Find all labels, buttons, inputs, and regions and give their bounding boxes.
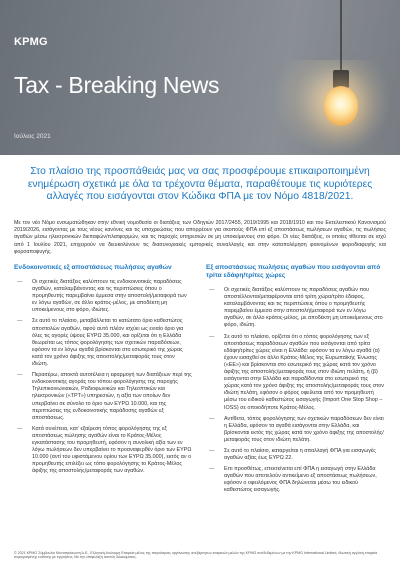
intro-paragraph: Με τον νέο Νόμο ενσωματώθηκαν στην εθνική νομοθεσία οι διατάξεις των Οδηγιών 2017/2455, 2019/1995 και 2018/1910 και του Εκτελεστικού Κανονισμού 2019/2026, εισάγοντας με τους νέους κανόνες και τις υποχρεώσεις που απορρέουν για σκοπούς ΦΠΑ επί εξ αποστάσεως πωλήσεων αγαθών, τις πωλήσεις αγαθών μέσω ηλεκτρονικών διεπαφών/πλατφορμών, και τις παροχές υπηρεσιών σε μη υποκείμενους στο φόρο. Οι νέες διατάξεις, οι οποίες τίθενται σε ισχύ από 1 Ιουλίου 2021, επιχειρούν να διευκολύνουν τις διασυνοριακές εμπορικές συναλλαγές και στην καταπολέμηση φαινομένων φοροδιαφυγής και φοροαποφυγής. (14, 220, 386, 255)
copyright-footer: © 2021 KPMG Σύμβουλοι Μονοπρόσωπη Α.Ε., Ελληνική Ανώνυμη Εταιρεία μέλος της παγκόσμιας οργάνωσης ανεξάρτητων εταιρειών μελών της KPMG συνδεδεμένων με την KPMG International Limited, ιδιωτική αγγλική εταιρεία περιορισμένης ευθύνης με εγγυήσεις. Με την επιφύλαξη παντός δικαιώματος. (14, 551, 378, 560)
right-column (206, 264, 384, 499)
page-title: Tax - Breaking News (14, 72, 220, 98)
list-item: — Επι προσθέτως, επεκτείνεται επί ΦΠΑ η εισαγωγή στην Ελλάδα αγαθών που αποτελούν αντικείμενο εξ αποστάσεως πωλήσεων, εφόσον ο οφειλόμενος ΦΠΑ δηλώνεται μέσω του ειδικού καθεστώτος εισαγωγής. (209, 466, 377, 494)
list-item: — Περαιτέρω, αποκτά αυτοτέλεια η εφαρμογή των διατάξεων περί της ενδοκοινοτικής αγοράς του τόπου φορολόγησης της παροχής Τηλεπικοινωνιακών, Ραδιοφωνικών και Τηλεοπτικών και ηλεκτρονικών («ΤΡΤ») υπηρεσιών, η αξία των οποίων δεν υπερβαίνει σε σύνολο το όριο των ΕΥΡΩ 10.000, και της περιπτώσεις της ενδοκοινοτικής παράδοσης αγαθών εξ αποστάσεως. (17, 372, 192, 421)
list-item: — Οι σχετικές διατάξεις καλύπτουν τις παραδόσεις αγαθών που αποστέλλονται/μεταφέρονται από τρίτη χώρα/τρίτο έδαφος, καταλαμβάνοντας και τις περιπτώσεις όπου ο προμηθευτής παρεμβαίνει έμμεσα στην αποστολή/μεταφορά των εν λόγω αγαθών, σε άλλο κράτος-μέλος, με αποδέκτη μη υποκείμενους στο φόρο, ιδιώτη. (209, 287, 383, 329)
list-item: — Οι σχετικές διατάξεις καλύπτουν τις ενδοκοινοτικές παραδόσεις αγαθών, καταλαμβάνοντας και τις περιπτώσεις όπου ο προμηθευτής παρεμβαίνει έμμεσα στην αποστολή/μεταφορά των εν λόγω αγαθών, σε άλλο κράτος-μέλος, με αποδέκτη μη υποκείμενους στο φόρο, ιδιώτες. (17, 279, 187, 314)
headline: Στο πλαίσιο της προσπάθειάς μας να σας προσφέρουμε επικαιροποιημένη ενημέρωση σχετικά με όλα τα τρέχοντα θέματα, παραθέτουμε τις κυριότερες αλλαγές που εισάγονται στον Κώδικα ΦΠΑ με τον Νόμο 4818/2021. (27, 166, 373, 203)
right-column-heading: Εξ αποστάσεως πωλήσεις αγαθών που εισάγονται από τρίτα εδάφη/τρίτες χώρες (206, 264, 381, 279)
list-item: — Σε αυτό το πλαίσιο, καταργείται η απαλλαγή ΦΠΑ για εισαγωγές αγαθών αξίας έως ΕΥΡΩ 22. (209, 447, 376, 462)
publication-date: Ιούλιος 2021 (14, 133, 51, 140)
lightbulb-icon (324, 86, 358, 126)
kpmg-logo: KPMG (14, 36, 48, 48)
list-item: — Κατά συνέπεια, κατ’ εξαίρεση τόπος φορολόγησης της εξ αποστάσεως πώλησης αγαθών είναι το Κράτος-Μέλος εγκατάστασης του προμηθευτή, εφόσον η συνολική αξία των εν λόγω πωλήσεων δεν υπερβαίνει το προαναφερθέν όριο των ΕΥΡΩ 10.000 (αντί του υφιστάμενου ορίου των ΕΥΡΩ 35.000), εκτός αν ο προμηθευτής επιλέξει ως τόπο φορολόγησης το Κράτος-Μέλος άφιξης της αποστολής/μεταφοράς των αγαθών. (17, 425, 192, 475)
list-item: — Σε αυτό το πλαίσιο, μεταβάλλεται το κατώτατο όριο καθεστώτος αποστολών αγαθών, αφού αυτό πλέον ισχύει ως ενιαίο όριο για όλες τις αγορές ύψους ΕΥΡΩ 35.000, και ορίζεται ότι η Ελλάδα θεωρείται ως τόπος φορολόγησης των σχετικών παραδόσεων, εφόσον τα εν λόγω αγαθά βρίσκονται στο εσωτερικό της χώρας κατά τον χρόνο άφιξης της αποστολής/μεταφοράς τους στον ιδιώτη. (17, 318, 184, 368)
left-column-heading: Ενδοκοινοτικές εξ αποστάσεως πωλήσεις αγαθών (14, 264, 172, 271)
left-column (14, 264, 192, 479)
list-item: — Αντίθετα, τόπος φορολόγησης των σχετικών παραδόσεων δεν είναι η Ελλάδα, εφόσον τα αγαθά εισάγονται στην Ελλάδα, και βρίσκονται εκτός της χώρας κατά τον χρόνο άφιξης της αποστολής/μεταφοράς τους στον ιδιώτη πελάτη. (209, 415, 384, 443)
list-item: — Σε αυτό το πλαίσιο, ορίζεται ότι ο τόπος φορολόγησης των εξ αποστάσεως παραδόσεων αγαθών που εισάγονται από τρίτα εδάφη/τρίτες χώρες είναι η Ελλάδα: εφόσον τα εν λόγω αγαθά (α) έχουν εισαχθεί σε άλλο Κράτος-Μέλος της Ευρωπαϊκής Ένωσης («ΕΕ») και βρίσκονται στο εσωτερικό της χώρας κατά τον χρόνο άφιξης της αποστολής/μεταφοράς τους στον ιδιώτη πελάτη, ή (β) εισάγονται στην Ελλάδα και παραδίδονται στο εσωτερικό της χώρας κατά τον χρόνο άφιξης της αποστολής/μεταφοράς τους στον ιδιώτη πελάτη, εφόσον ο φόρος οφείλεται από τον προμηθευτή μέσω του ειδικού καθεστώτος εισαγωγής (Import One Stop Shop – IOSS) σε οποιοδήποτε Κράτος-Μέλος. (209, 333, 384, 411)
lamp-cord (340, 0, 342, 72)
hero-banner (0, 0, 400, 155)
